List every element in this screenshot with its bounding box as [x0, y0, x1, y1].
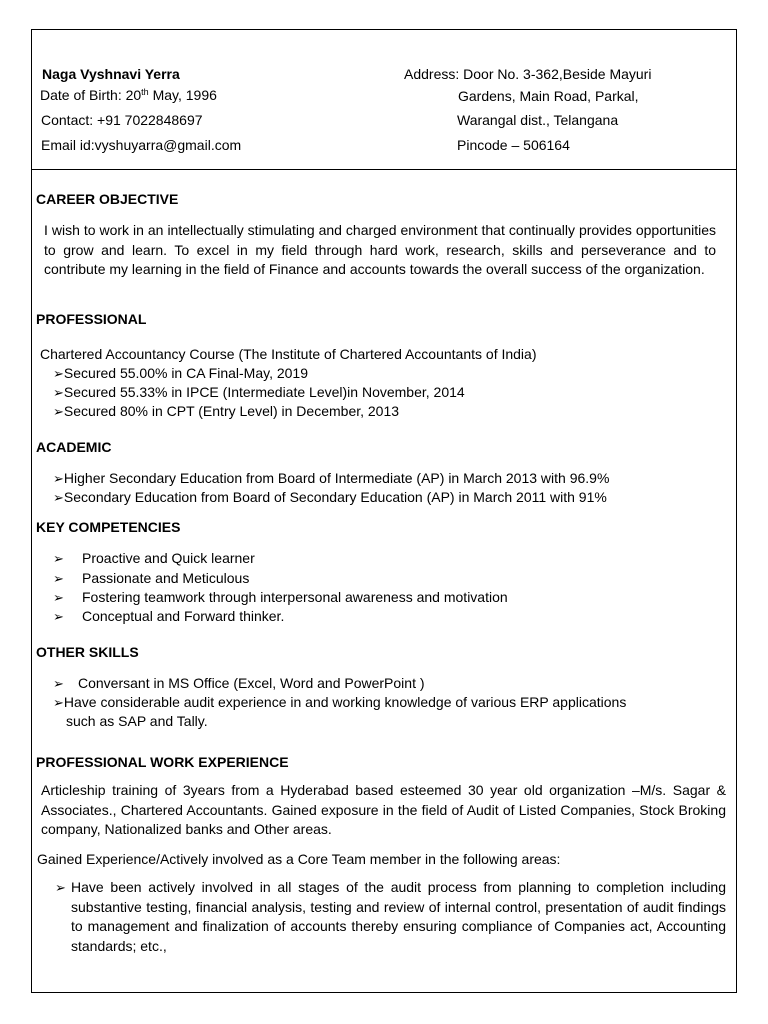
articleship-paragraph: Articleship training of 3years from a Hyderabad based esteemed 30 year old organization –M/s. Sagar & Associates., Chartered Accountants. Gained exposure in the field of Audit of Listed Companies, Stock Broking company, Nationalized banks and Other areas.	[41, 782, 726, 837]
ca-course: Chartered Accountancy Course (The Institute of Chartered Accountants of India)	[40, 346, 537, 362]
address-line-2: Gardens, Main Road, Parkal,	[458, 88, 639, 104]
career-objective-text: I wish to work in an intellectually stimulating and charged environment that continually provides opportunities to grow and learn. To excel in my field through hard work, research, skills and perseverance and to contribute my learning in the field of Finance and accounts towards the overall success of the organization.	[44, 222, 716, 277]
arrow-bullet-icon: ➢	[53, 695, 64, 710]
list-item: ➢Secondary Education from Board of Secondary Education (AP) in March 2011 with 91%	[53, 489, 607, 505]
arrow-bullet-icon: ➢	[53, 571, 64, 586]
list-item: ➢Have considerable audit experience in and working knowledge of various ERP applications	[53, 694, 627, 710]
arrow-bullet-icon: ➢	[55, 880, 66, 895]
arrow-bullet-icon: ➢	[53, 590, 64, 605]
list-item: Have been actively involved in all stages of the audit process from planning to completion including substantive testing, financial analysis, testing and review of internal control, presentation of audit findings to management and finalization of accounts thereby ensuring compliance of Companies act, Accounting standards; etc.,	[71, 879, 726, 954]
arrow-bullet-icon: ➢	[53, 676, 64, 691]
list-item: ➢ Conversant in MS Office (Excel, Word and PowerPoint )	[53, 675, 425, 691]
date-of-birth: Date of Birth: 20th May, 1996	[40, 87, 217, 103]
list-item: ➢Secured 55.33% in IPCE (Intermediate Level)in November, 2014	[53, 384, 465, 400]
contact-number: Contact: +91 7022848697	[41, 112, 203, 128]
list-item: ➢Higher Secondary Education from Board of Intermediate (AP) in March 2013 with 96.9%	[53, 470, 610, 486]
arrow-bullet-icon: ➢	[53, 366, 64, 381]
arrow-bullet-icon: ➢	[53, 490, 64, 505]
list-item-continuation: such as SAP and Tally.	[66, 713, 208, 729]
header-divider	[31, 169, 737, 170]
list-item: ➢Secured 80% in CPT (Entry Level) in December, 2013	[53, 403, 400, 419]
professional-heading: PROFESSIONAL	[36, 311, 147, 327]
key-competencies-heading: KEY COMPETENCIES	[36, 519, 181, 535]
work-experience-heading: PROFESSIONAL WORK EXPERIENCE	[36, 754, 289, 770]
arrow-bullet-icon: ➢	[53, 404, 64, 419]
address-line-4: Pincode – 506164	[457, 137, 570, 153]
core-team-intro: Gained Experience/Actively involved as a Core Team member in the following areas:	[37, 851, 561, 867]
list-item: ➢ Conceptual and Forward thinker.	[53, 608, 285, 624]
arrow-bullet-icon: ➢	[53, 471, 64, 486]
other-skills-heading: OTHER SKILLS	[36, 644, 139, 660]
email-address: Email id:vyshuyarra@gmail.com	[41, 137, 242, 153]
address-line-3: Warangal dist., Telangana	[457, 112, 619, 128]
career-objective-heading: CAREER OBJECTIVE	[36, 191, 179, 207]
address-line-1: Address: Door No. 3-362,Beside Mayuri	[404, 66, 652, 82]
candidate-name: Naga Vyshnavi Yerra	[42, 66, 180, 82]
page-border	[31, 29, 737, 993]
arrow-bullet-icon: ➢	[53, 551, 64, 566]
arrow-bullet-icon: ➢	[53, 385, 64, 400]
academic-heading: ACADEMIC	[36, 439, 112, 455]
list-item: ➢ Passionate and Meticulous	[53, 570, 250, 586]
list-item: ➢ Proactive and Quick learner	[53, 550, 255, 566]
arrow-bullet-icon: ➢	[53, 609, 64, 624]
list-item: ➢Secured 55.00% in CA Final-May, 2019	[53, 365, 309, 381]
list-item: ➢ Fostering teamwork through interpersonal awareness and motivation	[53, 589, 508, 605]
